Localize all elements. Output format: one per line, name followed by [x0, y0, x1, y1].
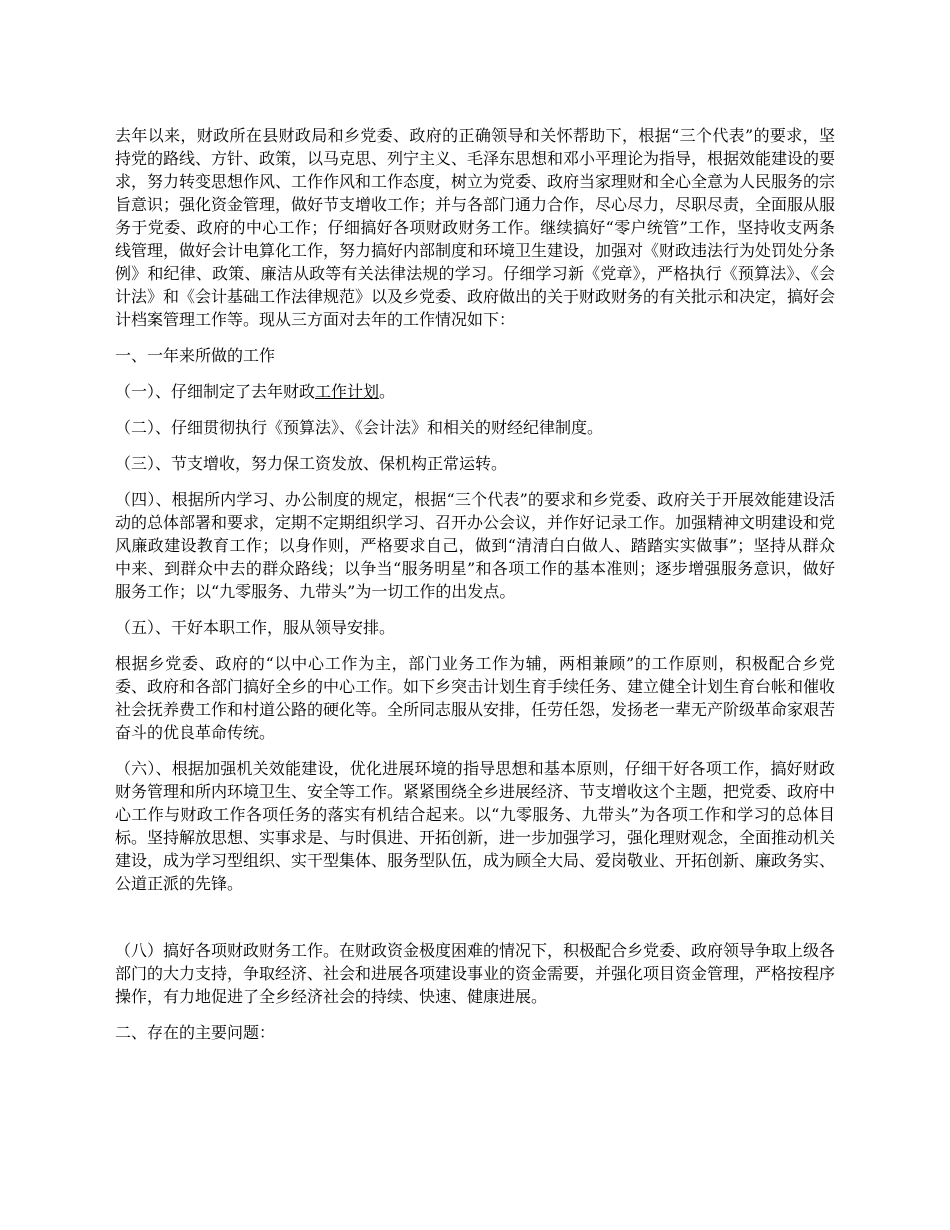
item-six-paragraph: （六）、根据加强机关效能建设，优化进展环境的指导思想和基本原则，仔细干好各项工作，搞好财政财务管理和所内环境卫生、安全等工作。紧紧围绕全乡进展经济、节支增收这个主题，把党委、政府中心工作与财政工作各项任务的落实有机结合起来。以“九零服务、九带头”为各项工作和学习的总体目标。坚持解放思想、实事求是、与时俱进、开拓创新，进一步加强学习，强化理财观念，全面推动机关建设，成为学习型组织、实干型集体、服务型队伍，成为顾全大局、爱岗敬业、开拓创新、廉政务实、公道正派的先锋。 — [115, 759, 836, 893]
section-heading-main-problems: 二、存在的主要问题： — [115, 1023, 276, 1042]
item-four-paragraph: （四）、根据所内学习、办公制度的规定，根据“三个代表”的要求和乡党委、政府关于开展效能建设活动的总体部署和要求，定期不定期组织学习、召开办公会议，并作好记录工作。加强精神文明建设和党风廉政建设教育工作；以身作则，严格要求自己，做到“清清白白做人、踏踏实实做事”；坚持从群众中来、到群众中去的群众路线；以争当“服务明星”和各项工作的基本准则；逐步增强服务意识，做好服务工作；以“九零服务、九带头”为一切工作的出发点。 — [115, 490, 836, 601]
item-one-suffix: 。 — [379, 382, 396, 401]
item-eight-paragraph: （八）搞好各项财政财务工作。在财政资金极度困难的情况下，积极配合乡党委、政府领导争取上级各部门的大力支持，争取经济、社会和进展各项建设事业的资金需要，并强化项目资金管理，严格按程序操作，有力地促进了全乡经济社会的持续、快速、健康进展。 — [115, 941, 836, 1006]
intro-paragraph: 去年以来，财政所在县财政局和乡党委、政府的正确领导和关怀帮助下，根据“三个代表”的要求，坚持党的路线、方针、政策，以马克思、列宁主义、毛泽东思想和邓小平理论为指导，根据效能建设的要求，努力转变思想作风、工作作风和工作态度，树立为党委、政府当家理财和全心全意为人民服务的宗旨意识；强化资金管理，做好节支增收工作；并与各部门通力合作，尽心尽力，尽职尽责，全面服从服务于党委、政府的中心工作；仔细搞好各项财政财务工作。继续搞好“零户统管”工作，坚持收支两条线管理，做好会计电算化工作，努力搞好内部制度和环境卫生建设，加强对《财政违法行为处罚处分条例》和纪律、政策、廉洁从政等有关法律法规的学习。仔细学习新《党章》，严格执行《预算法》、《会计法》和《会计基础工作法律规范》以及乡党委、政府做出的关于财政财务的有关批示和决定，搞好会计档案管理工作等。现从三方面对去年的工作情况如下： — [115, 126, 836, 329]
section-heading-work-done: 一、一年来所做的工作 — [115, 346, 276, 365]
item-five-paragraph: （五）、干好本职工作，服从领导安排。 — [115, 618, 396, 637]
item-three-paragraph: （三）、节支增收，努力保工资发放、保机构正常运转。 — [115, 454, 508, 473]
item-one-paragraph — [115, 380, 835, 403]
item-two-paragraph: （二）、仔细贯彻执行《预算法》、《会计法》和相关的财经纪律制度。 — [115, 418, 604, 437]
central-work-paragraph: 根据乡党委、政府的“以中心工作为主，部门业务工作为辅，两相兼顾”的工作原则，积极配合乡党委、政府和各部门搞好全乡的中心工作。如下乡突击计划生育手续任务、建立健全计划生育台帐和催收社会抚养费工作和村道公路的硬化等。全所同志服从安排，任劳任怨，发扬老一辈无产阶级革命家艰苦奋斗的优良革命传统。 — [115, 654, 836, 742]
work-plan-link[interactable]: 工作计划 — [315, 382, 380, 401]
document-page — [115, 124, 835, 1057]
item-one-prefix: （一）、仔细制定了去年财政 — [115, 382, 316, 401]
